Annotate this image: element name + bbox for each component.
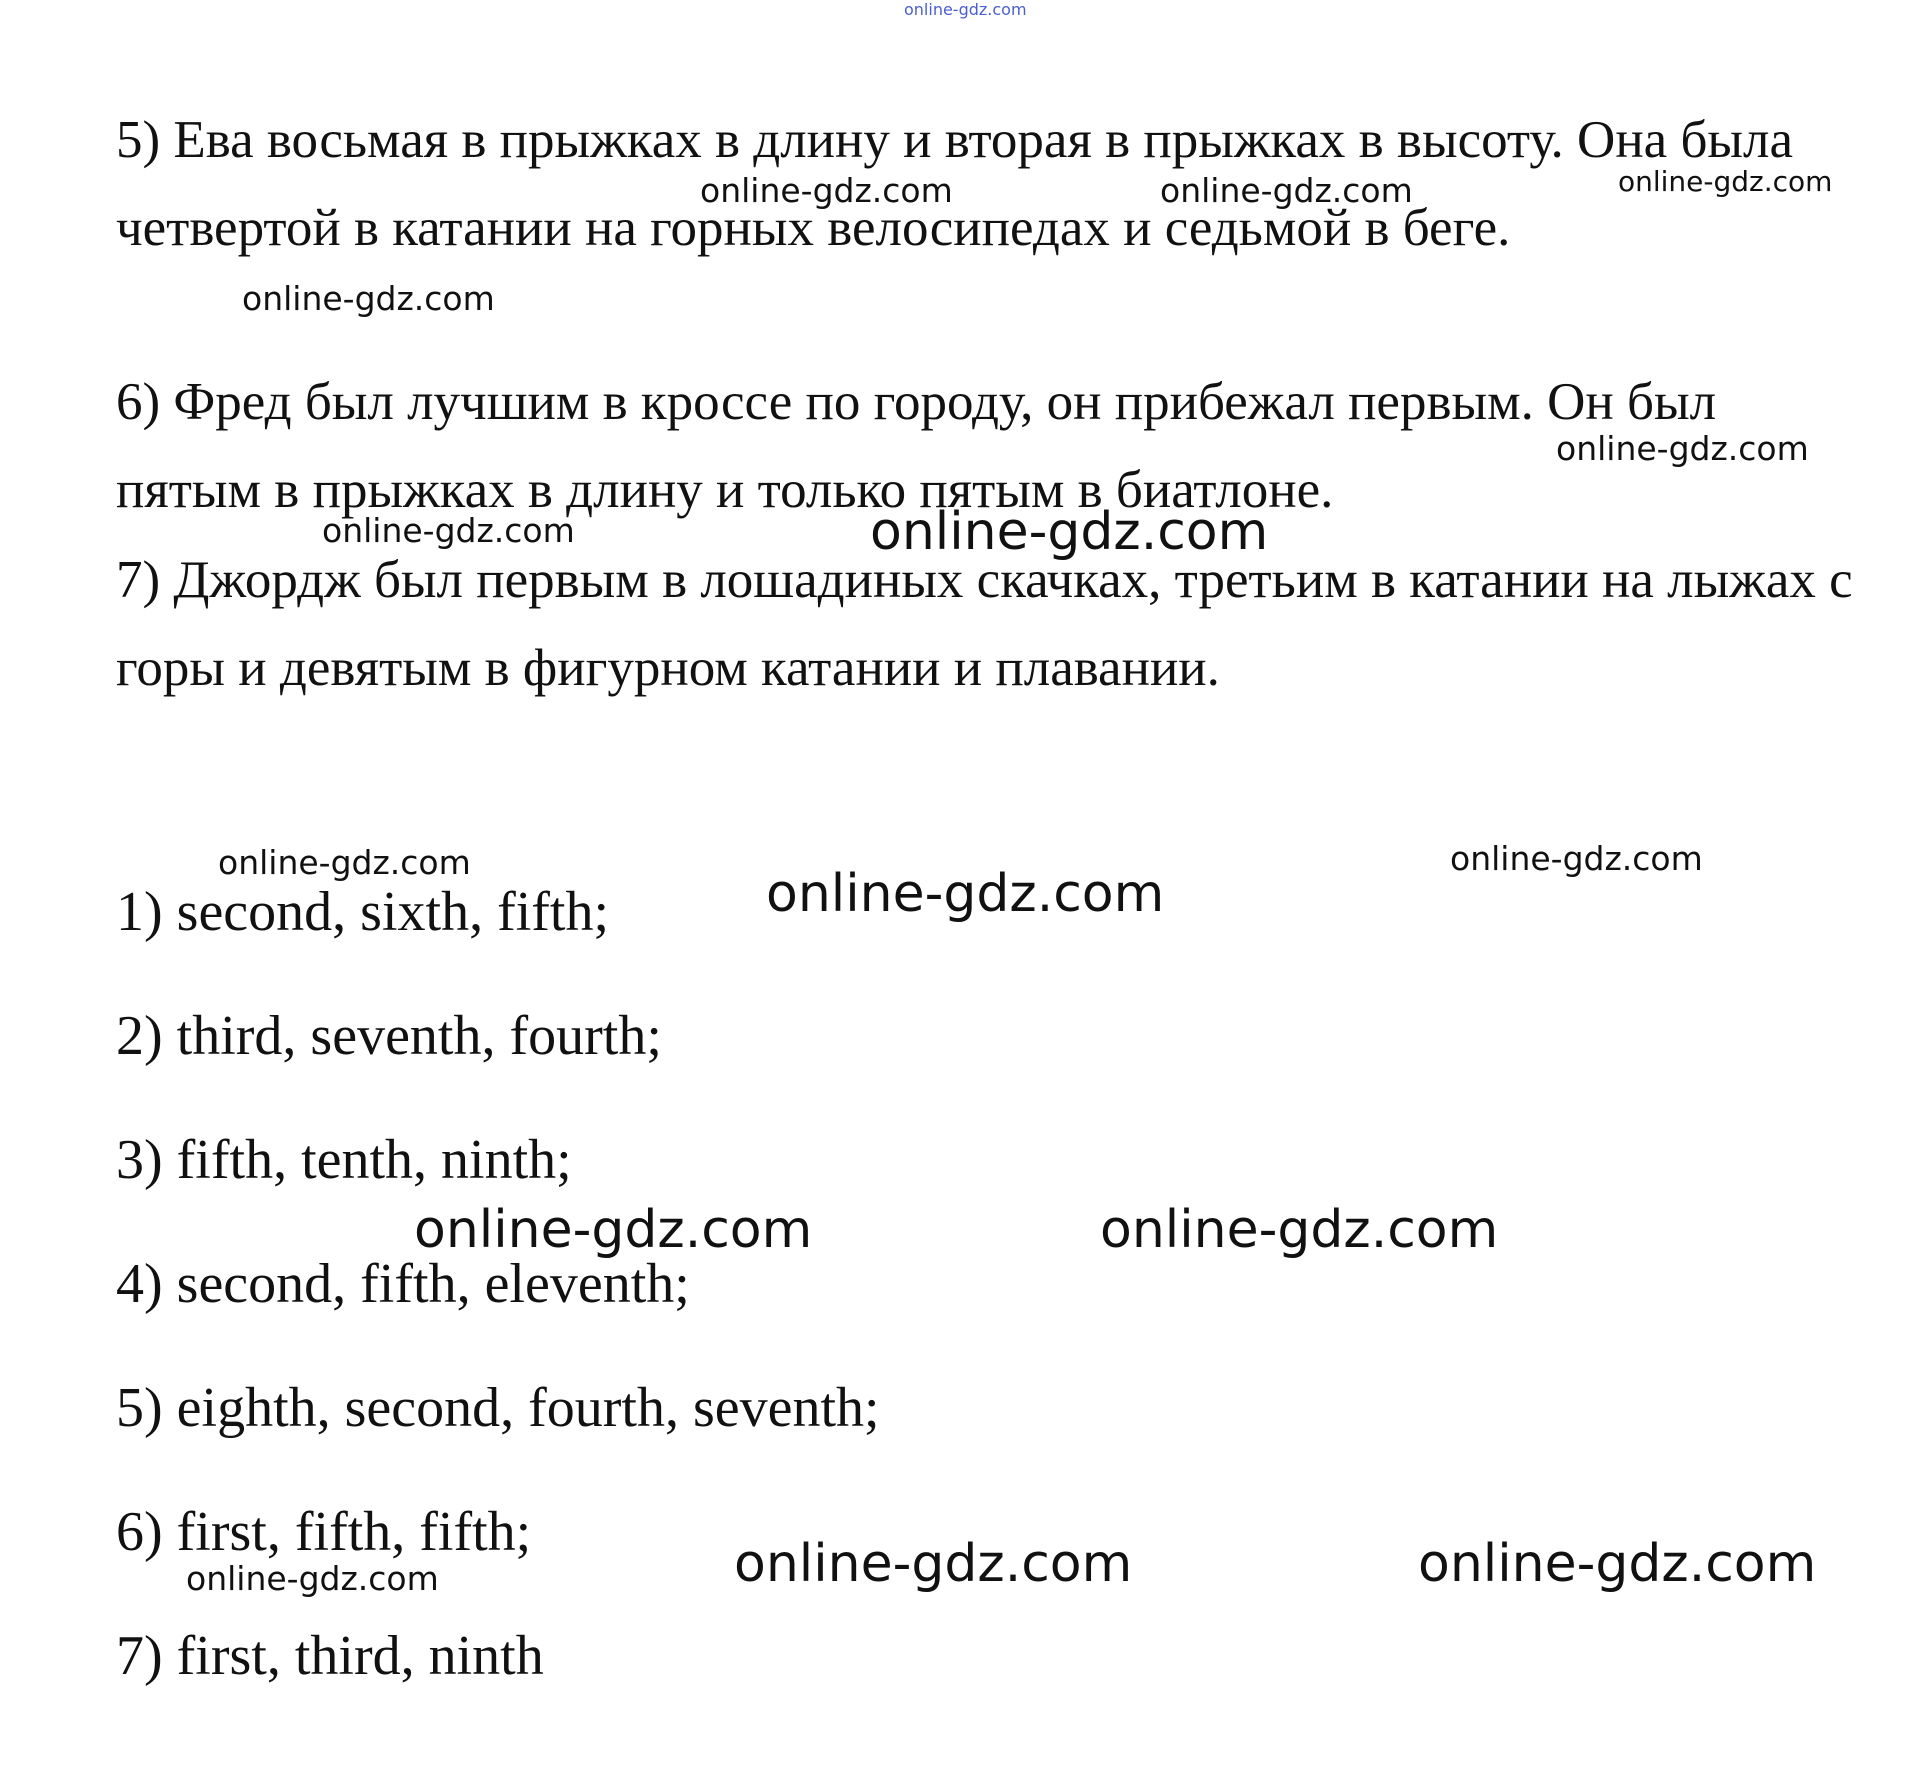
watermark: online-gdz.com bbox=[186, 1559, 439, 1598]
answer-item: 2) third, seventh, fourth; bbox=[116, 1005, 662, 1067]
watermark: online-gdz.com bbox=[1618, 165, 1833, 198]
watermark: online-gdz.com bbox=[242, 279, 495, 318]
answer-item: 7) first, third, ninth bbox=[116, 1625, 544, 1687]
watermark: online-gdz.com bbox=[766, 864, 1165, 924]
watermark: online-gdz.com bbox=[414, 1200, 813, 1260]
watermark: online-gdz.com bbox=[1100, 1200, 1499, 1260]
watermark: online-gdz.com bbox=[322, 511, 575, 550]
watermark: online-gdz.com bbox=[870, 502, 1269, 562]
watermark: online-gdz.com bbox=[218, 843, 471, 882]
watermark: online-gdz.com bbox=[734, 1534, 1133, 1594]
watermark: online-gdz.com bbox=[700, 171, 953, 210]
watermark: online-gdz.com bbox=[1556, 429, 1809, 468]
answer-item: 5) eighth, second, fourth, seventh; bbox=[116, 1377, 880, 1439]
answer-item: 4) second, fifth, eleventh; bbox=[116, 1253, 690, 1315]
watermark: online-gdz.com bbox=[1418, 1534, 1817, 1594]
paragraph-5: 5) Ева восьмая в прыжках в длину и вторая в прыжках в высоту. Она была четвертой в катании на горных велосипедах и седьмой в беге. bbox=[116, 111, 1794, 257]
paragraph-6: 6) Фред был лучшим в кроссе по городу, он прибежал первым. Он был пятым в прыжках в длину и только пятым в биатлоне. bbox=[116, 373, 1717, 519]
answer-item: 3) fifth, tenth, ninth; bbox=[116, 1129, 572, 1191]
watermark: online-gdz.com bbox=[1160, 171, 1413, 210]
paragraph-7: 7) Джордж был первым в лошадиных скачках, третьим в катании на лыжах с горы и девятым в фигурном катании и плавании. bbox=[116, 551, 1853, 697]
watermark: online-gdz.com bbox=[904, 0, 1027, 19]
watermark: online-gdz.com bbox=[1450, 839, 1703, 878]
answer-item: 1) second, sixth, fifth; bbox=[116, 881, 610, 943]
answer-item: 6) first, fifth, fifth; bbox=[116, 1501, 532, 1563]
